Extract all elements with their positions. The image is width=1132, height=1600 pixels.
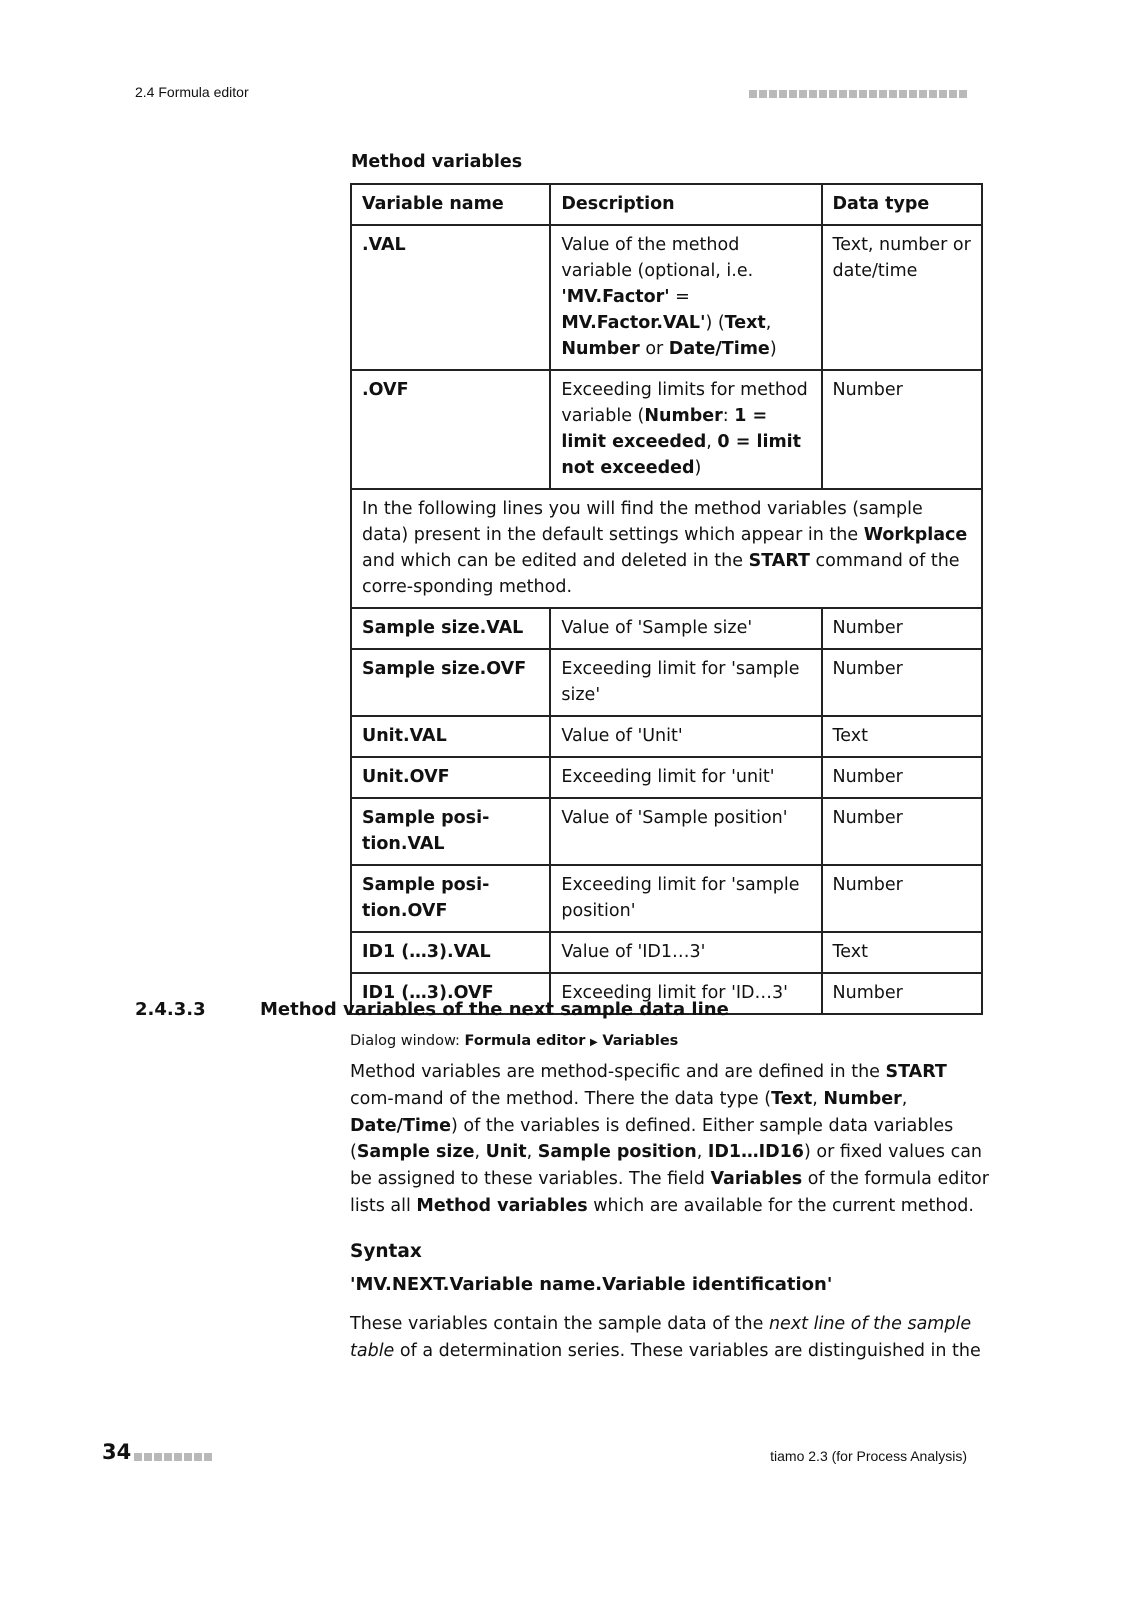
row-type: Number — [822, 370, 982, 489]
row-name: ID1 (…3).OVF — [351, 973, 550, 1014]
dialog-path-variables: Variables — [602, 1033, 679, 1049]
row-name: .VAL — [351, 225, 550, 370]
row-description: Value of the method variable (optional, i.e. 'MV.Factor' = MV.Factor.VAL') (Text, Number or Date/Time) — [550, 225, 821, 370]
table-row — [351, 608, 982, 649]
table-title: Method variables — [351, 152, 523, 172]
row-type: Number — [822, 649, 982, 716]
footer-decoration — [134, 1453, 212, 1461]
row-description: Exceeding limits for method variable (Number: 1 = limit exceeded, 0 = limit not exceeded) — [550, 370, 821, 489]
row-description: Value of 'ID1…3' — [550, 932, 821, 973]
row-description: Value of 'Sample position' — [550, 798, 821, 865]
table-row — [351, 932, 982, 973]
table-row — [351, 649, 982, 716]
running-header: 2.4 Formula editor — [135, 84, 249, 100]
row-description: Exceeding limit for 'sample position' — [550, 865, 821, 932]
row-type: Text, number or date/time — [822, 225, 982, 370]
row-name: .OVF — [351, 370, 550, 489]
product-name: tiamo 2.3 (for Process Analysis) — [770, 1448, 967, 1464]
row-description: Value of 'Unit' — [550, 716, 821, 757]
row-type: Text — [822, 932, 982, 973]
row-type: Number — [822, 608, 982, 649]
row-name: Sample posi-tion.VAL — [351, 798, 550, 865]
section-number: 2.4.3.3 — [135, 999, 206, 1020]
syntax-description: These variables contain the sample data of the next line of the sample table of a determination series. These variables are distinguished in the — [350, 1314, 981, 1361]
row-name: ID1 (…3).VAL — [351, 932, 550, 973]
triangle-right-icon: ▶ — [590, 1037, 598, 1048]
row-type: Number — [822, 865, 982, 932]
table-row — [351, 757, 982, 798]
row-type: Number — [822, 798, 982, 865]
section-body-paragraph: Method variables are method-specific and are defined in the START com-mand of the method. There the data type (Text, Number, Date/Time) of the variables is defined. Either sample data variables (Sample size, Unit, Sample position, ID1…ID16) or fixed values can be assigned to these variables. The field Variables of the formula editor lists all Method variables which are available for the current method. — [350, 1062, 989, 1216]
dialog-path-formula-editor: Formula editor — [464, 1033, 586, 1049]
row-name: Sample size.OVF — [351, 649, 550, 716]
row-type: Text — [822, 716, 982, 757]
row-description: Exceeding limit for 'unit' — [550, 757, 821, 798]
row-name: Unit.OVF — [351, 757, 550, 798]
row-name: Unit.VAL — [351, 716, 550, 757]
table-row — [351, 370, 982, 489]
method-variables-table — [350, 183, 983, 1015]
row-description: Exceeding limit for 'sample size' — [550, 649, 821, 716]
header-variable-name: Variable name — [351, 184, 550, 225]
table-row — [351, 225, 982, 370]
page-number: 34 — [102, 1440, 132, 1464]
row-name: Sample posi-tion.OVF — [351, 865, 550, 932]
syntax-code: 'MV.NEXT.Variable name.Variable identification' — [350, 1274, 833, 1295]
row-description: Value of 'Sample size' — [550, 608, 821, 649]
table-note-row — [351, 489, 982, 608]
header-decoration — [749, 90, 967, 98]
header-data-type: Data type — [822, 184, 982, 225]
table-note: In the following lines you will find the method variables (sample data) present in the default settings which appear in the Workplace and which can be edited and deleted in the START command of the corre-sponding method. — [351, 489, 982, 608]
row-type: Number — [822, 757, 982, 798]
table-header-row — [351, 184, 982, 225]
syntax-heading: Syntax — [350, 1241, 422, 1262]
dialog-prefix: Dialog window: — [350, 1033, 465, 1049]
table-row — [351, 716, 982, 757]
section-title: Method variables of the next sample data line — [260, 999, 729, 1020]
table-row — [351, 865, 982, 932]
dialog-path — [350, 1033, 678, 1049]
header-description: Description — [550, 184, 821, 225]
table-row — [351, 798, 982, 865]
row-description: Exceeding limit for 'ID…3' — [550, 973, 821, 1014]
row-name: Sample size.VAL — [351, 608, 550, 649]
row-type: Number — [822, 973, 982, 1014]
